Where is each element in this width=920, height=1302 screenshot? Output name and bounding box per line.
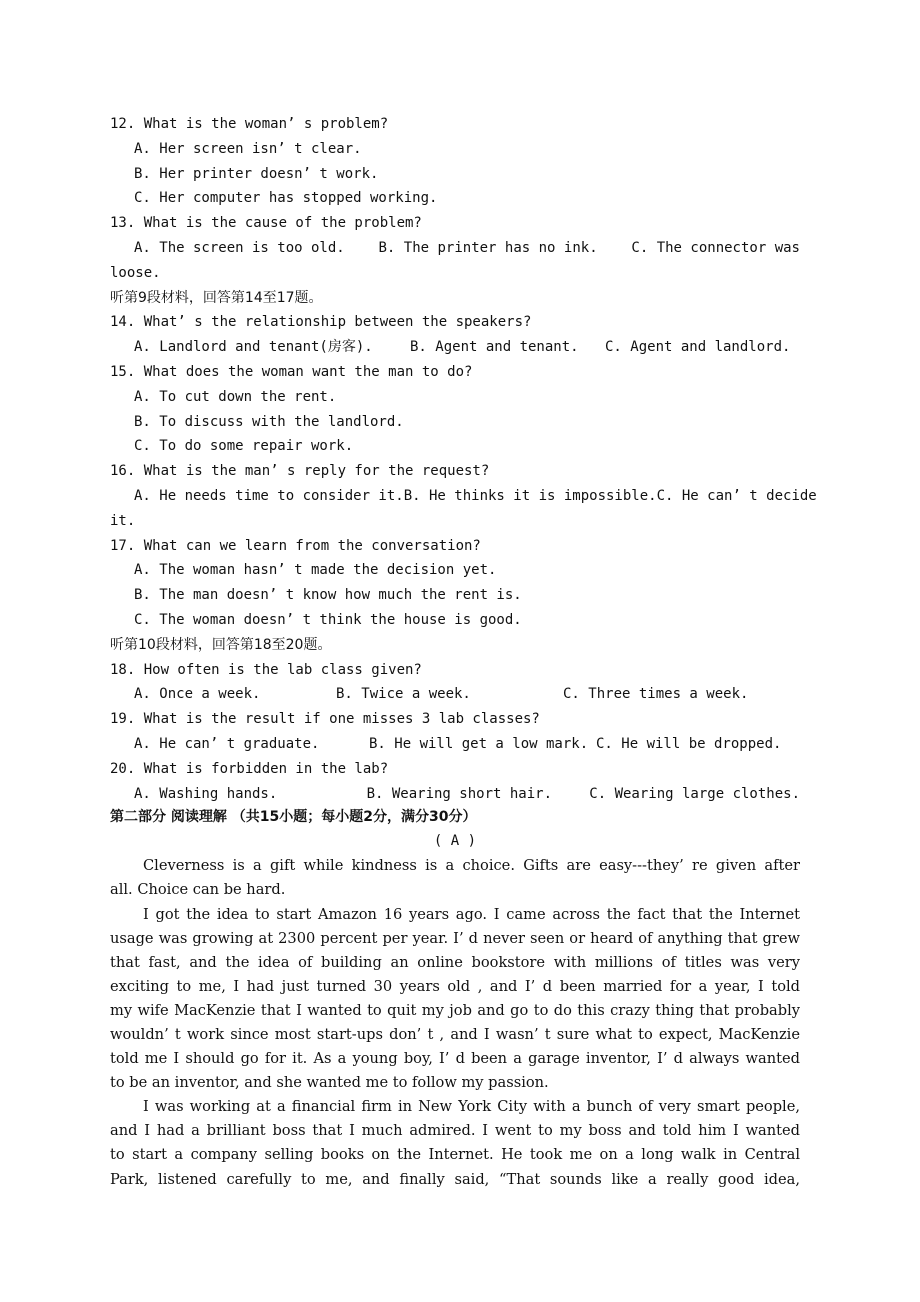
question-18-option-c: C. Three times a week. (563, 686, 749, 703)
question-17-option-b: B. The man doesn’ t know how much the rent is. (134, 587, 522, 604)
passage-p2-line-8: to be an inventor, and she wanted me to follow my passion. (110, 1074, 549, 1092)
passage-p1-line-1: Cleverness is a gift while kindness is a choice. Gifts are easy---they’ re given after (143, 857, 800, 875)
question-13-options (110, 236, 800, 261)
passage-p1-line-2: all. Choice can be hard. (110, 881, 286, 899)
passage-label: ( A ) (433, 833, 477, 850)
passage-p2-line-7: told me I should go for it. As a young boy, I’ d been a garage inventor, I’ d always wanted (110, 1050, 800, 1068)
question-14-options (110, 335, 800, 360)
question-19-option-c: C. He will be dropped. (596, 735, 782, 752)
passage-p3-line-2: and I had a brilliant boss that I much admired. I went to my boss and told him I wanted (110, 1122, 800, 1140)
exam-page (110, 112, 817, 1192)
question-15-option-a: A. To cut down the rent. (134, 388, 337, 405)
question-19-options (110, 732, 800, 757)
question-14-option-a: A. Landlord and tenant(房客). (134, 339, 373, 356)
question-18-option-b: B. Twice a week. (336, 686, 471, 703)
question-16-option-a: A. He needs time to consider it. (134, 487, 404, 504)
passage-p3-line-4: Park, listened carefully to me, and finally said, “That sounds like a really good idea, (110, 1170, 800, 1188)
question-13-option-a: A. The screen is too old. (134, 239, 345, 256)
question-12-stem: 12. What is the woman’ s problem? (110, 116, 389, 132)
passage-p3-line-3: to start a company selling books on the Internet. He took me on a long walk in Central (110, 1146, 800, 1164)
passage-p2-line-1: I got the idea to start Amazon 16 years ago. I came across the fact that the Internet (143, 905, 800, 923)
question-19-option-b: B. He will get a low mark. (369, 735, 589, 752)
question-18-stem: 18. How often is the lab class given? (110, 661, 422, 678)
question-17-stem: 17. What can we learn from the conversation? (110, 537, 481, 554)
question-16-options (110, 484, 817, 509)
question-19-stem: 19. What is the result if one misses 3 lab classes? (110, 711, 540, 728)
question-13-stem: 13. What is the cause of the problem? (110, 215, 422, 232)
passage-p2-line-6: wouldn’ t work since most start-ups don’ t , and I wasn’ t sure what to expect, MacKenzie (110, 1025, 800, 1043)
section-9-instruction: 听第9段材料，回答第14至17题。 (110, 289, 323, 306)
question-14-option-b: B. Agent and tenant. (410, 339, 579, 356)
reading-passage-a (110, 854, 800, 1191)
question-20-option-a: A. Washing hands. (134, 785, 278, 802)
question-13-option-c: C. The connector was (631, 239, 800, 256)
question-18-option-a: A. Once a week. (134, 686, 261, 703)
passage-p2-line-2: usage was growing at 2300 percent per year. I’ d never seen or heard of anything that grew (110, 929, 800, 947)
question-16-option-c: C. He can’ t decide (656, 487, 817, 504)
question-13-wrap: loose. (110, 264, 161, 281)
question-20-option-c: C. Wearing large clothes. (589, 785, 800, 802)
question-15-option-c: C. To do some repair work. (134, 438, 354, 455)
passage-p2-line-3: that fast, and the idea of building an online bookstore with millions of titles was very (110, 953, 800, 971)
question-18-options (110, 682, 800, 707)
question-12-option-c: C. Her computer has stopped working. (134, 190, 438, 207)
question-13-option-b: B. The printer has no ink. (378, 239, 598, 256)
question-16-wrap: it. (110, 512, 136, 529)
question-19-option-a: A. He can’ t graduate. (134, 735, 320, 752)
question-20-options (110, 782, 800, 807)
question-12-option-b: B. Her printer doesn’ t work. (134, 165, 379, 182)
passage-p2-line-5: my wife MacKenzie that I wanted to quit my job and go to do this crazy thing that probably (110, 1001, 800, 1019)
question-14-option-c: C. Agent and landlord. (605, 339, 791, 356)
question-15-stem: 15. What does the woman want the man to do? (110, 363, 473, 380)
question-15-option-b: B. To discuss with the landlord. (134, 413, 404, 430)
question-20-option-b: B. Wearing short hair. (366, 785, 552, 802)
question-17-option-a: A. The woman hasn’ t made the decision yet. (134, 562, 497, 579)
question-12-option-a: A. Her screen isn’ t clear. (134, 140, 362, 157)
question-14-stem: 14. What’ s the relationship between the speakers? (110, 314, 532, 331)
part-2-heading: 第二部分 阅读理解 （共15小题；每小题2分，满分30分） (110, 809, 477, 826)
question-16-stem: 16. What is the man’ s reply for the request? (110, 463, 490, 480)
passage-p2-line-4: exciting to me, I had just turned 30 years old , and I’ d been married for a year, I told (110, 977, 800, 995)
question-20-stem: 20. What is forbidden in the lab? (110, 760, 389, 777)
passage-p3-line-1: I was working at a financial firm in New York City with a bunch of very smart people, (143, 1098, 800, 1116)
question-17-option-c: C. The woman doesn’ t think the house is good. (134, 611, 522, 628)
question-16-option-b: B. He thinks it is impossible. (403, 487, 657, 504)
section-10-instruction: 听第10段材料，回答第18至20题。 (110, 636, 332, 653)
